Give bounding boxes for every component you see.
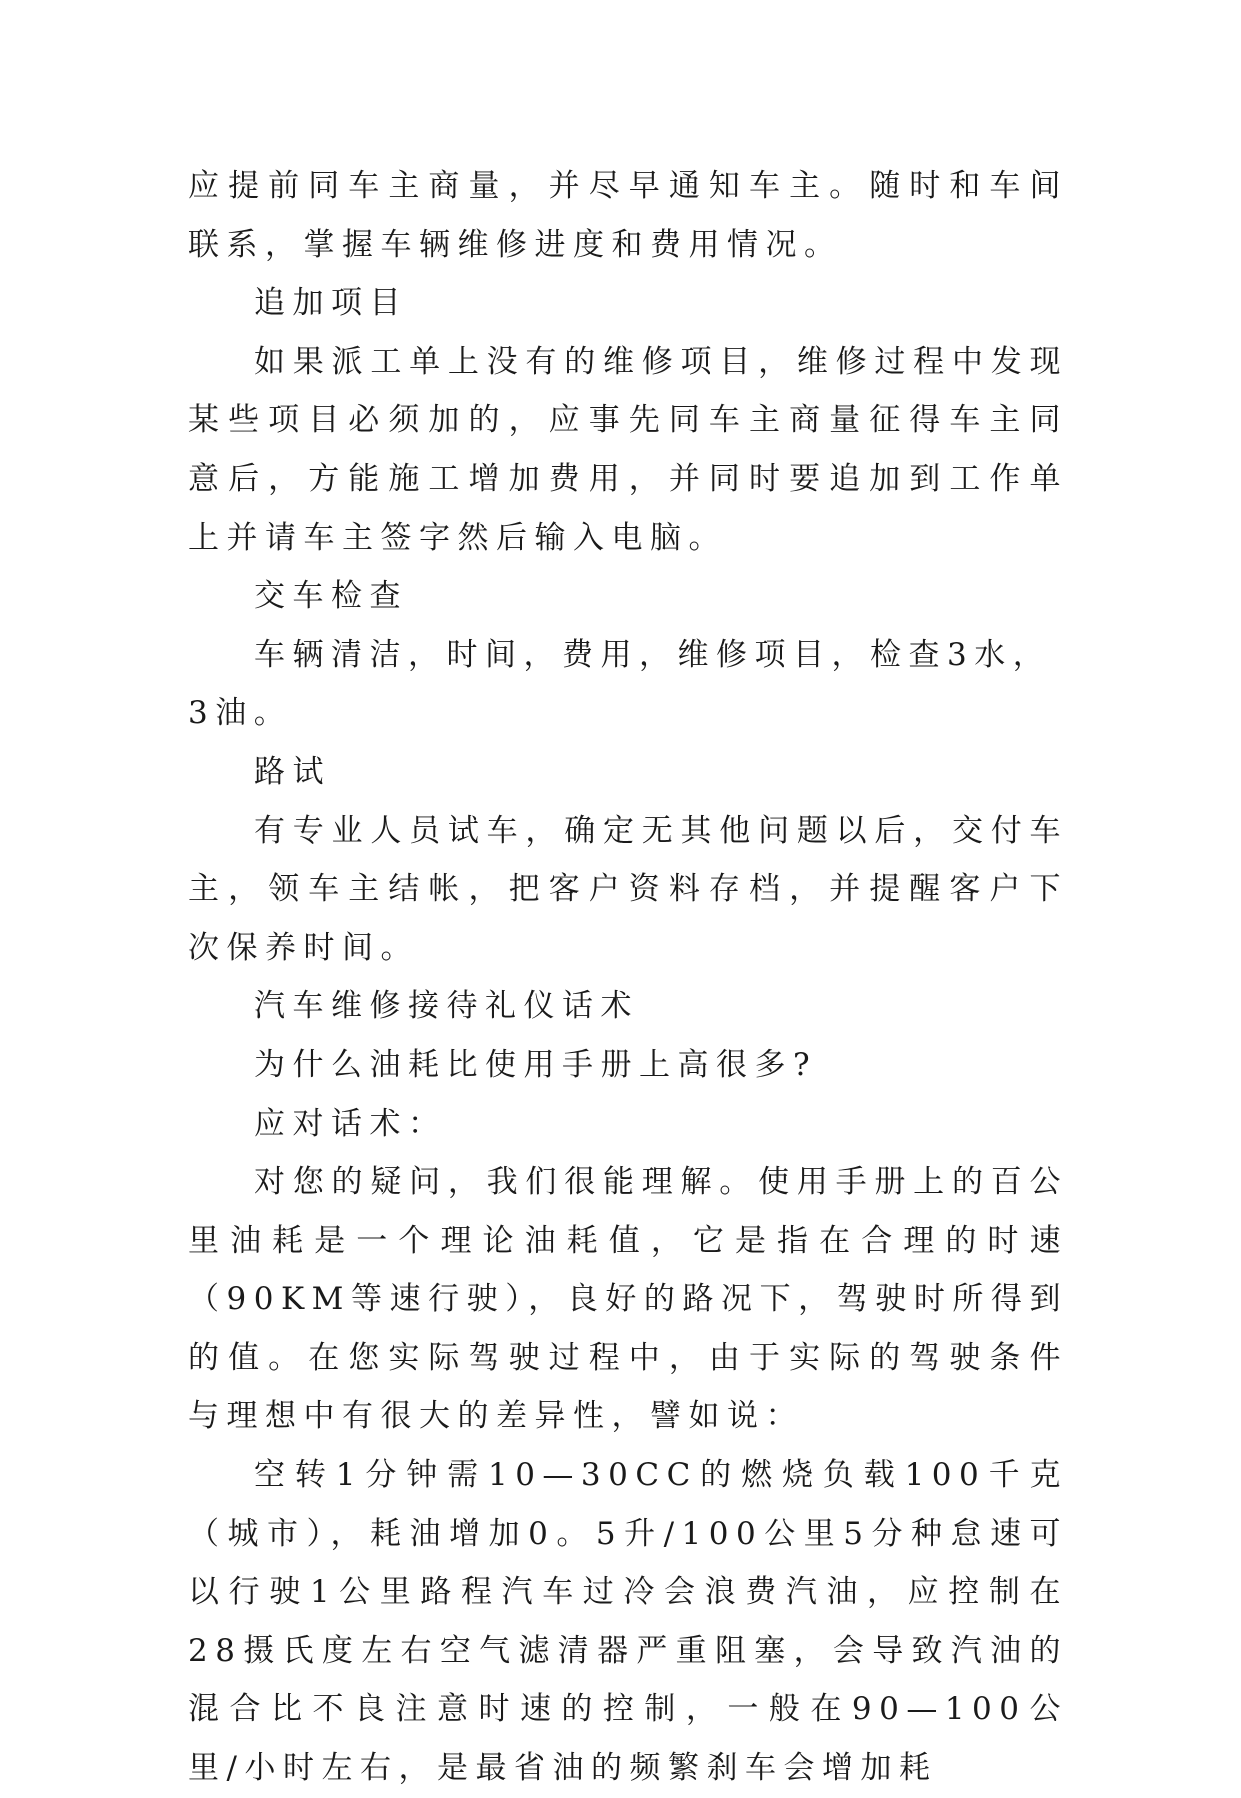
heading-etiquette: 汽车维修接待礼仪话术 — [254, 988, 639, 1025]
heading-response: 应对话术： — [254, 1105, 447, 1142]
paragraph-response: 对您的疑问，我们很能理解。使用手册上的百公里油耗是一个理论油耗值，它是指在合理的时速（90KM等速行驶），良好的路况下，驾驶时所得到的值。在您实际驾驶过程中，由于实际的驾驶条件与理想中有很大的差异性，譬如说： — [188, 1164, 1068, 1435]
document-page — [188, 157, 1068, 1798]
paragraph-fuel-tips: 空转1分钟需10—30CC的燃烧负载100千克（城市），耗油增加0。5升/100公里5分种怠速可以行驶1公里路程汽车过冷会浪费汽油，应控制在28摄氏度左右空气滤清器严重阻塞，会导致汽油的混合比不良注意时速的控制，一般在90—100公里/小时左右，是最省油的频繁刹车会增加耗 — [188, 1457, 1068, 1787]
question: 为什么油耗比使用手册上高很多? — [254, 1046, 818, 1083]
paragraph-1: 应提前同车主商量，并尽早通知车主。随时和车间联系，掌握车辆维修进度和费用情况。 — [188, 168, 1068, 263]
heading-road-test: 路试 — [254, 753, 331, 790]
heading-delivery-check: 交车检查 — [254, 578, 408, 615]
paragraph-delivery-check: 车辆清洁，时间，费用，维修项目，检查3水，3油。 — [188, 636, 1052, 732]
paragraph-add-items: 如果派工单上没有的维修项目，维修过程中发现某些项目必须加的，应事先同车主商量征得车主同意后，方能施工增加费用，并同时要追加到工作单上并请车主签字然后输入电脑。 — [188, 343, 1068, 556]
paragraph-road-test: 有专业人员试车，确定无其他问题以后，交付车主，领车主结帐，把客户资料存档，并提醒客户下次保养时间。 — [188, 812, 1068, 966]
heading-add-items: 追加项目 — [254, 285, 408, 322]
